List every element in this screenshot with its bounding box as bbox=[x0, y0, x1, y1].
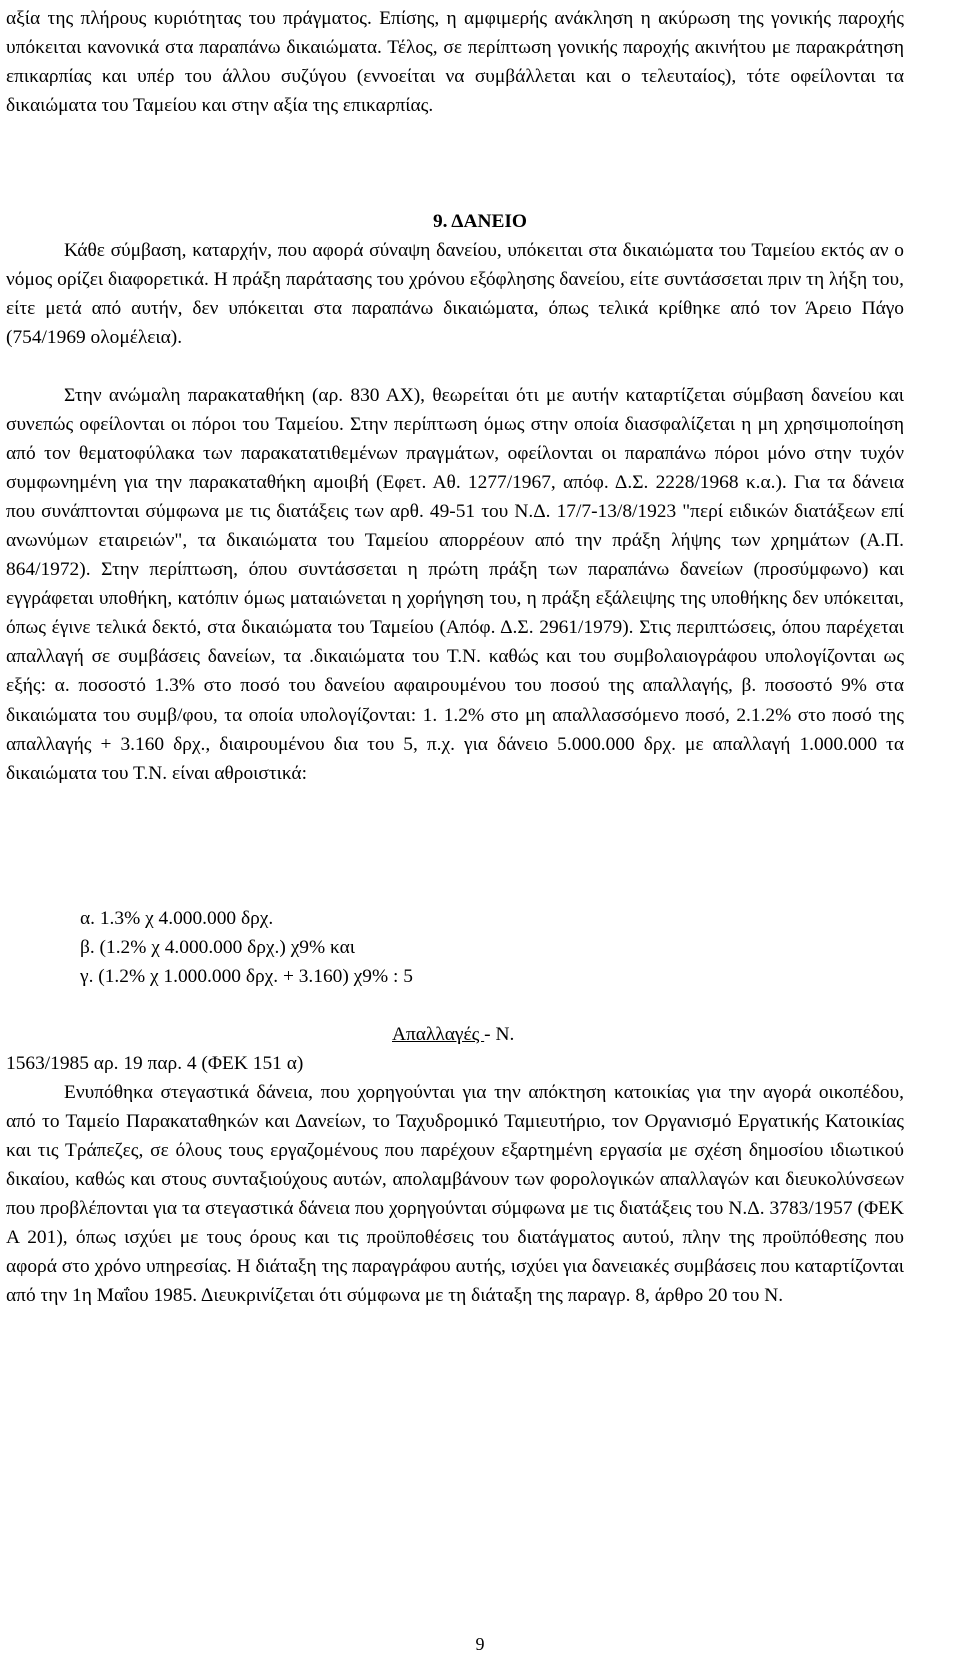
section-heading: 9. ΔΑΝΕΙΟ bbox=[432, 211, 528, 232]
top-paragraph: αξία της πλήρους κυριότητας του πράγματος. Επίσης, η αμφιμερής ανάκληση η ακύρωση της γονικής παροχής υπόκειται κανονικά στα παραπάνω δικαιώματα. Τέλος, σε περίπτωση γονικής παροχής ακινήτου με παρακράτηση επικαρπίας και υπέρ του άλλου συζύγου (εννοείται να συμβάλλεται και ο τελευταίος), τότε οφείλονται τα δικαιώματα του Ταμείου και στην αξία της επικαρπίας. bbox=[6, 8, 904, 117]
exemptions-heading bbox=[392, 1020, 514, 1049]
calc-item-a: α. 1.3% χ 4.000.000 δρχ. bbox=[80, 908, 274, 929]
paragraph-loan-contract: Κάθε σύμβαση, καταρχήν, που αφορά σύναψη δανείου, υπόκειται στα δικαιώματα του Ταμείου εκτός αν ο νόμος ορίζει διαφορετικά. Η πράξη παράτασης του χρόνου εξόφλησης δανείου, είτε συντάσσεται πριν τη λήξη του, είτε μετά από αυτήν, δεν υπόκειται στα παραπάνω δικαιώματα, όπως τελικά κρίθηκε από τον Άρειο Πάγο (754/1969 ολομέλεια). bbox=[6, 240, 904, 349]
paragraph-irregular-deposit: Στην ανώμαλη παρακαταθήκη (αρ. 830 ΑΧ), θεωρείται ότι με αυτήν καταρτίζεται σύμβαση δανείου και συνεπώς οφείλονται οι πόροι του Ταμείου. Στην περίπτωση όμως στην οποία διασφαλίζεται η μη χρησιμοποίηση από τον θεματοφύλακα των παρακατατιθεμένων πραγμάτων, οφείλονται οι παραπάνω πόροι μόνο στην τυχόν συμφωνημένη για την παρακαταθήκη αμοιβή (Εφετ. Αθ. 1277/1967, απόφ. Δ.Σ. 2228/1968 κ.α.). Για τα δάνεια που συνάπτονται σύμφωνα με τις διατάξεις των αρθ. 49-51 του Ν.Δ. 17/7-13/8/1923 "περί ειδικών διατάξεων επί ανωνύμων εταιρειών", τα δικαιώματα του Ταμείου απορρέουν από την πράξη λήψης των χρημάτων (Α.Π. 864/1972). Στην περίπτωση, όπου συντάσσεται η πρώτη πράξη των παραπάνω δανείων (προσύμφωνο) και εγγράφεται υποθήκη, κατόπιν όμως ματαιώνεται η χορήγηση του, η πράξη εξάλειψης της υποθήκης δεν υπόκειται, όπως έγινε τελικά δεκτό, στα δικαιώματα του Ταμείου (Απόφ. Δ.Σ. 2961/1979). Στις περιπτώσεις, όπου παρέχεται απαλλαγή σε συμβάσεις δανείων, τα .δικαιώματα του Τ.Ν. καθώς και του συμβολαιογράφου υπολογίζονται ως εξής: α. ποσοστό 1.3% στο ποσό του δανείου αφαιρουμένου του ποσού της απαλλαγής, β. ποσοστό 9% στα δικαιώματα του συμβ/φου, τα οποία υπολογίζονται: 1. 1.2% στο μη απαλλασσόμενο ποσό, 2.1.2% στο ποσό της απαλλαγής + 3.160 δρχ., διαιρουμένου δια του 5, π.χ. για δάνειο 5.000.000 δρχ. με απαλλαγή 1.000.000 τα δικαιώματα του Τ.Ν. είναι αθροιστικά: bbox=[6, 385, 904, 784]
exemptions-label: Απαλλαγές bbox=[392, 1024, 485, 1045]
calc-item-c: γ. (1.2% χ 1.000.000 δρχ. + 3.160) χ9% : 5 bbox=[80, 966, 413, 987]
exemptions-reference: 1563/1985 αρ. 19 παρ. 4 (ΦΕΚ 151 α) bbox=[6, 1053, 304, 1074]
exemptions-suffix: - Ν. bbox=[484, 1024, 515, 1045]
page-number: 9 bbox=[475, 1634, 485, 1654]
calc-item-b: β. (1.2% χ 4.000.000 δρχ.) χ9% και bbox=[80, 937, 355, 958]
paragraph-housing-loans: Ενυπόθηκα στεγαστικά δάνεια, που χορηγούνται για την απόκτηση κατοικίας για την αγορά οικοπέδου, από το Ταμείο Παρακαταθηκών και Δανείων, το Ταχυδρομικό Ταμιευτήριο, τον Οργανισμό Εργατικής Κατοικίας και τις Τράπεζες, σε όλους τους εργαζομένους που παρέχουν εξαρτημένη εργασία με σχέση δημοσίου ιδιωτικού δικαίου, καθώς και στους συνταξιούχους αυτών, απολαμβάνουν των φορολογικών απαλλαγών και διευκολύνσεων που προβλέπονται για τα στεγαστικά δάνεια που χορηγούνται σύμφωνα με τις διατάξεις του Ν.Δ. 3783/1957 (ΦΕΚ Α 201), όπως ισχύει με τους όρους και τις προϋποθέσεις του διατάγματος αυτού, πλην της προϋπόθεσης που αφορά στο χρόνο υπηρεσίας. Η διάταξη της παραγράφου αυτής, ισχύει για δανειακές συμβάσεις που καταρτίζονται από την 1η Μαΐου 1985. Διευκρινίζεται ότι σύμφωνα με τη διάταξη της παραγρ. 8, άρθρο 20 του Ν. bbox=[6, 1082, 904, 1307]
